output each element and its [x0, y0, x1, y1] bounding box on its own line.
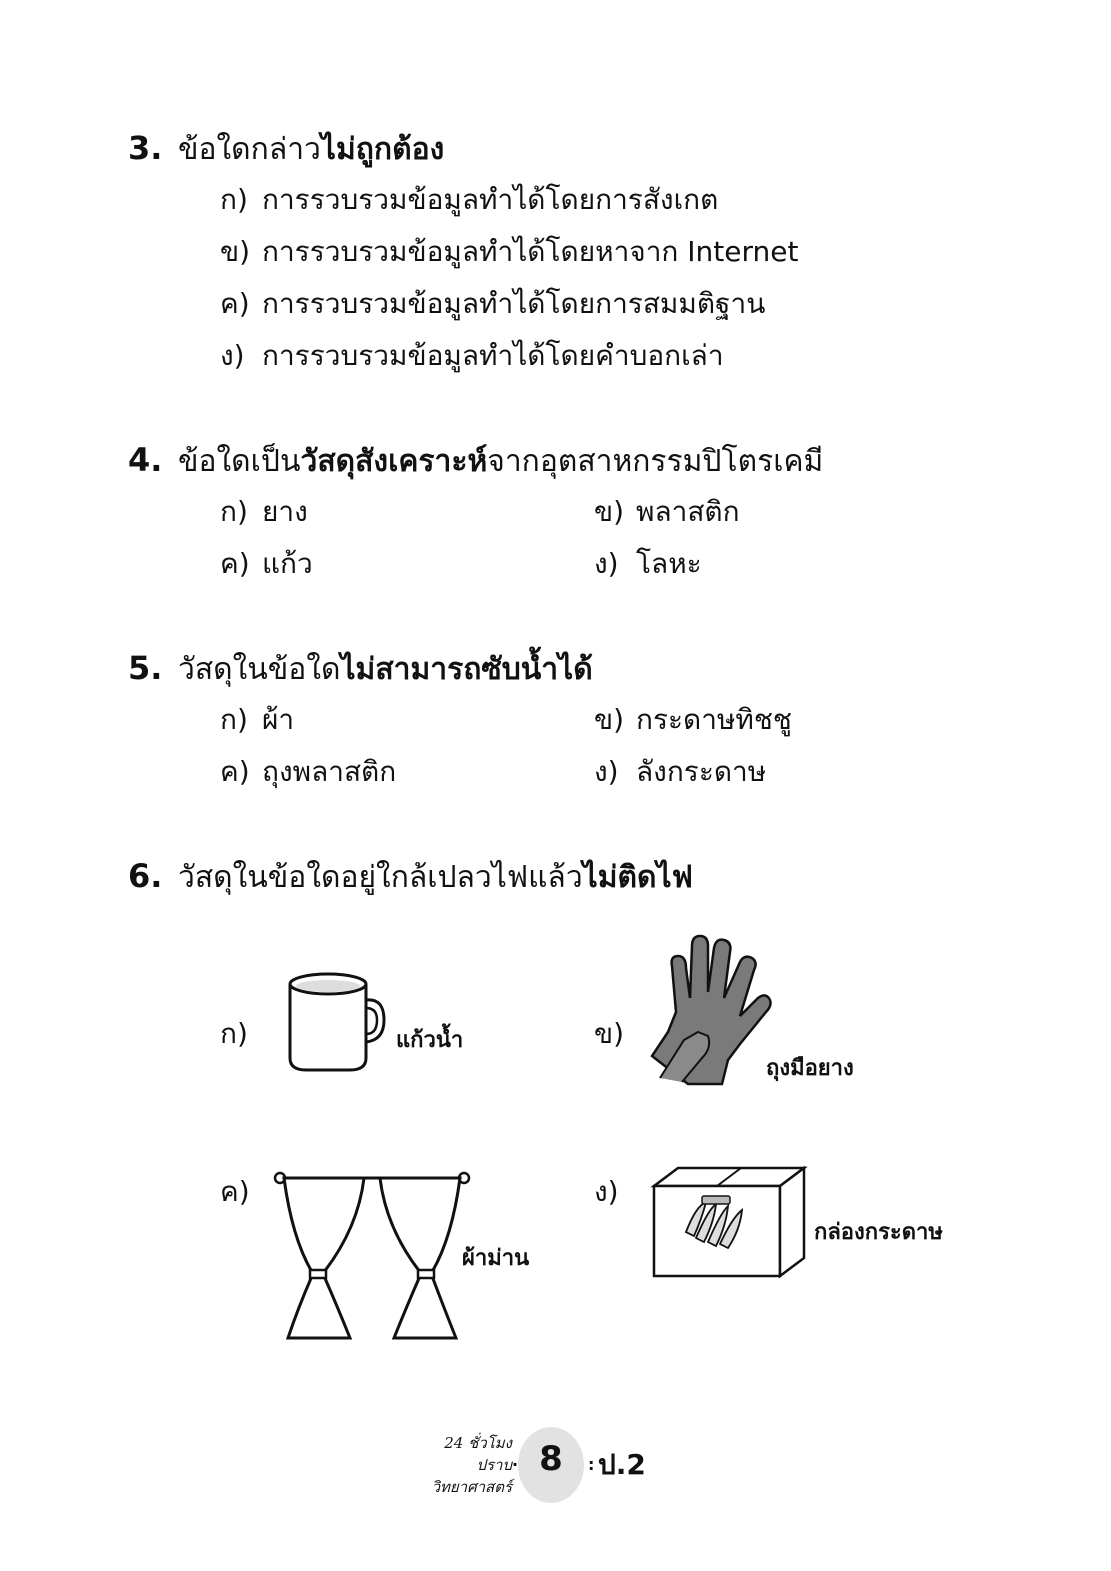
footer-dot-right: : — [588, 1455, 595, 1474]
option-4b[interactable] — [594, 492, 740, 532]
cardboard-box-icon — [650, 1166, 810, 1280]
question-5 — [128, 648, 593, 690]
option-label: ก) — [220, 183, 248, 216]
rubber-gloves-icon — [648, 928, 784, 1086]
option-5c[interactable] — [220, 752, 396, 792]
page-number: 8 — [539, 1439, 563, 1479]
question-number: 6. — [128, 857, 163, 895]
option-3a[interactable] — [220, 180, 718, 220]
option-6d-label[interactable]: ง) — [594, 1175, 619, 1208]
grade-label: ป.2 — [598, 1448, 646, 1481]
question-4 — [128, 440, 823, 482]
caption-gloves: ถุงมือยาง — [766, 1056, 854, 1081]
question-text: ข้อใดเป็น — [178, 444, 301, 479]
option-label: ง) — [220, 339, 245, 372]
question-emphasis: ไม่ถูกต้อง — [320, 132, 445, 167]
option-text: ถุงพลาสติก — [262, 755, 397, 788]
option-6b-label[interactable]: ข) — [594, 1017, 625, 1050]
option-6a-label[interactable]: ก) — [220, 1017, 248, 1050]
caption-curtain: ผ้าม่าน — [462, 1246, 530, 1271]
question-text: วัสดุในข้อใดอยู่ใกล้เปลวไฟแล้ว — [178, 860, 583, 895]
question-6 — [128, 856, 693, 898]
option-label: ค) — [220, 287, 250, 320]
question-text-after: จากอุตสาหกรรมปิโตรเคมี — [487, 444, 824, 479]
option-label: ก) — [220, 703, 248, 736]
option-label: ง) — [594, 547, 619, 580]
option-label: ค) — [220, 547, 250, 580]
option-text: การรวบรวมข้อมูลทำได้โดยการสังเกต — [262, 183, 719, 216]
footer-dot-left: · — [512, 1455, 519, 1474]
option-text: ผ้า — [262, 703, 295, 736]
option-text: แก้ว — [262, 547, 313, 580]
option-3b[interactable] — [220, 232, 798, 272]
option-label: ข) — [220, 235, 251, 268]
option-text: ลังกระดาษ — [636, 755, 767, 788]
option-text: กระดาษทิชชู — [636, 703, 792, 736]
question-emphasis: วัสดุสังเคราะห์ — [300, 444, 488, 479]
option-label: ข) — [594, 495, 625, 528]
page-footer — [420, 1425, 720, 1515]
option-label: ค) — [220, 755, 250, 788]
question-emphasis: ไม่สามารถซับน้ำได้ — [340, 652, 593, 687]
mug-icon — [280, 968, 390, 1078]
option-3c[interactable] — [220, 284, 765, 324]
option-4d[interactable] — [594, 544, 702, 584]
option-label: ก) — [220, 495, 248, 528]
footer-line-3: วิทยาศาสตร์ — [431, 1478, 512, 1496]
question-number: 5. — [128, 649, 163, 687]
option-6c-label[interactable]: ค) — [220, 1175, 250, 1208]
option-text: การรวบรวมข้อมูลทำได้โดยคำบอกเล่า — [262, 339, 724, 372]
option-text: การรวบรวมข้อมูลทำได้โดยการสมมติฐาน — [262, 287, 766, 320]
footer-line-2: ปราบ — [476, 1456, 512, 1474]
option-label: ง) — [594, 755, 619, 788]
caption-box: กล่องกระดาษ — [814, 1220, 943, 1245]
caption-mug: แก้วน้ำ — [396, 1028, 464, 1053]
option-3d[interactable] — [220, 336, 724, 376]
option-5a[interactable] — [220, 700, 294, 740]
option-text: โลหะ — [636, 547, 702, 580]
option-label: ข) — [594, 703, 625, 736]
question-number: 4. — [128, 441, 163, 479]
option-5b[interactable] — [594, 700, 792, 740]
question-number: 3. — [128, 129, 163, 167]
footer-line-1: 24 ชั่วโมง — [444, 1434, 512, 1452]
option-text: พลาสติก — [636, 495, 740, 528]
question-text: วัสดุในข้อใด — [178, 652, 341, 687]
question-3 — [128, 128, 444, 170]
question-emphasis: ไม่ติดไฟ — [582, 860, 693, 895]
option-5d[interactable] — [594, 752, 766, 792]
option-text: การรวบรวมข้อมูลทำได้โดยหาจาก Internet — [262, 235, 799, 268]
option-4c[interactable] — [220, 544, 313, 584]
question-text: ข้อใดกล่าว — [178, 132, 321, 167]
curtain-icon — [272, 1168, 472, 1344]
option-text: ยาง — [262, 495, 308, 528]
option-4a[interactable] — [220, 492, 308, 532]
